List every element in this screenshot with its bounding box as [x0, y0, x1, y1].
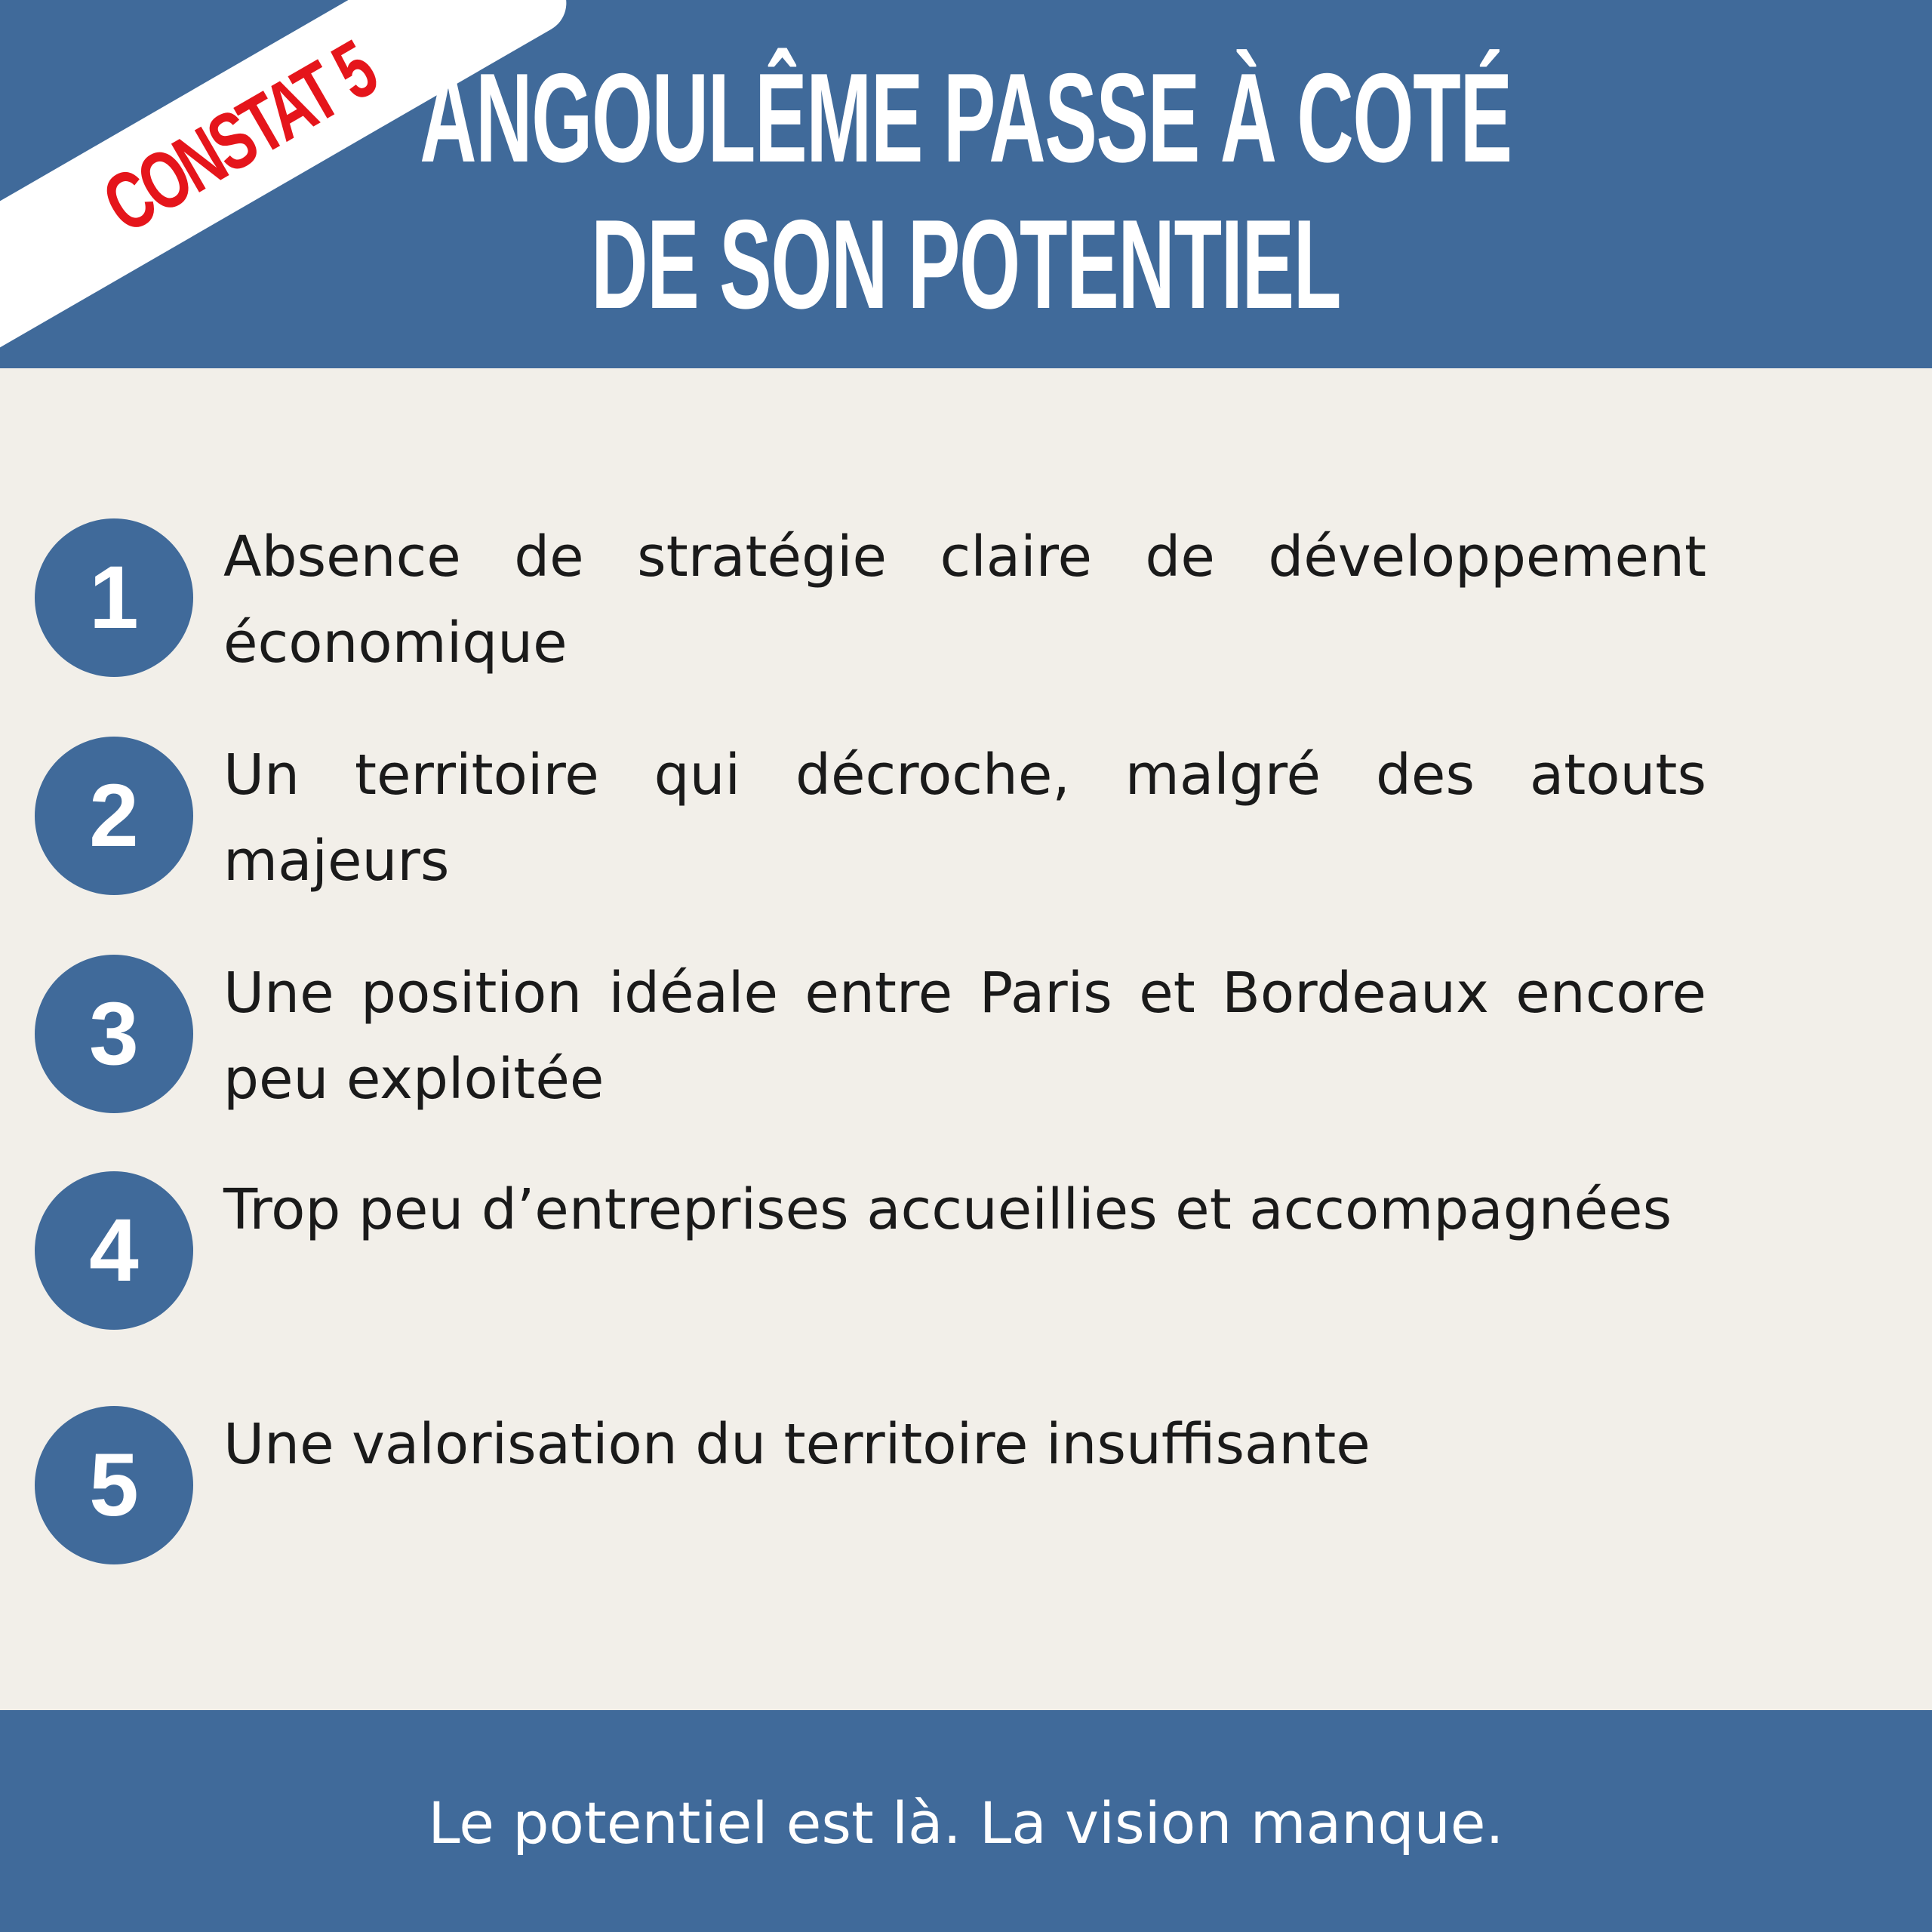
footer-banner [0, 1710, 1932, 1932]
list-item [35, 518, 1710, 685]
number-label: 1 [89, 548, 139, 648]
list-item-text: Une position idéale entre Paris et Bordeaux encore peu exploitée [223, 961, 1706, 1112]
page-title-line-2: DE SON POTENTIEL [591, 193, 1341, 335]
number-badge [35, 955, 193, 1113]
number-badge [35, 737, 193, 895]
list-item [35, 1171, 1710, 1337]
list-item [35, 737, 1710, 903]
footer-tagline: Le potentiel est là. La vision manque. [428, 1789, 1504, 1857]
list-item [35, 1406, 1710, 1572]
number-label: 5 [89, 1435, 139, 1535]
number-badge [35, 1171, 193, 1330]
list-item-text: Un territoire qui décroche, malgré des atouts majeurs [223, 743, 1706, 894]
number-label: 2 [89, 766, 139, 866]
list-item-text: Trop peu d’entreprises accueillies et accompagnées [223, 1177, 1672, 1242]
header-banner [0, 0, 1932, 368]
constat-badge-label: CONSTAT 5 [88, 23, 389, 250]
number-badge [35, 518, 193, 677]
number-badge [35, 1406, 193, 1564]
number-label: 3 [89, 984, 139, 1084]
list-item-text: Absence de stratégie claire de développement économique [223, 525, 1706, 675]
page-title-line-1: ANGOULÊME PASSE À COTÉ [420, 47, 1512, 189]
list-item-text: Une valorisation du territoire insuffisante [223, 1412, 1371, 1477]
list-item [35, 955, 1710, 1121]
number-label: 4 [89, 1201, 139, 1300]
